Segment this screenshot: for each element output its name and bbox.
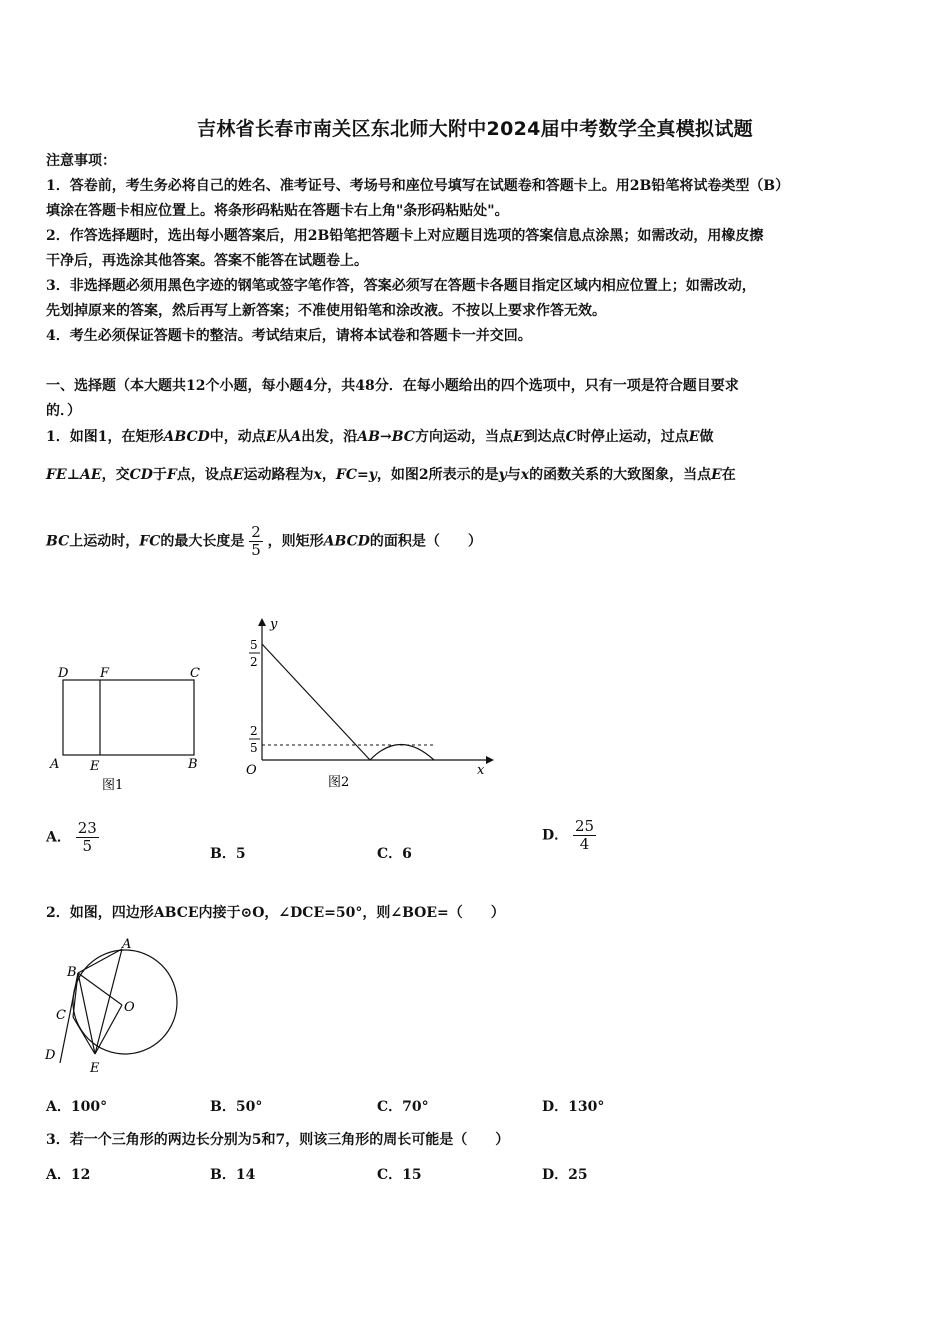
figure-1-rectangle	[44, 658, 214, 798]
notice-line: 3．非选择题必须用黑色字迹的钢笔或签字笔作答，答案必须写在答题卡各题目指定区域内相应位置上；如需改动，	[46, 278, 756, 294]
q3-option-a[interactable]: A．12	[46, 1167, 91, 1183]
q1-option-b[interactable]: B．5	[210, 846, 246, 862]
label-O: O	[124, 1000, 135, 1015]
label-A: A	[122, 937, 132, 952]
notice-line: 1．答卷前，考生务必将自己的姓名、准考证号、考场号和座位号填写在试题卷和答题卡上。用2B铅笔将试卷类型（B）	[46, 178, 790, 194]
origin-label: O	[246, 763, 257, 778]
q1-option-d[interactable]: D． $\frac{25}{4}$	[542, 817, 595, 853]
fraction-two-fifths: $\frac{2}{5}$	[251, 523, 261, 559]
notice-line: 填涂在答题卡相应位置上。将条形码粘贴在答题卡右上角"条形码粘贴处"。	[46, 203, 509, 219]
figure-circle-quadrilateral	[40, 935, 190, 1080]
tick-two-fifths-num: 2	[250, 724, 258, 738]
q2-option-d[interactable]: D．130°	[542, 1099, 605, 1115]
notice-line: 4．考生必须保证答题卡的整洁。考试结束后，请将本试卷和答题卡一并交回。	[46, 328, 532, 344]
tick-two-fifths-den: 5	[250, 741, 258, 755]
q3-option-c[interactable]: C．15	[377, 1167, 422, 1183]
q1-line1: 1．如图1，在矩形ABCD中，动点E从A出发，沿AB→BC方向运动，当点E到达点C时停止运动，过点E做	[46, 429, 714, 445]
q1-option-c[interactable]: C．6	[377, 846, 412, 862]
figure-1-caption: 图1	[102, 778, 124, 793]
figure-2-graph	[240, 614, 500, 794]
q2-option-c[interactable]: C．70°	[377, 1099, 429, 1115]
label-C: C	[56, 1008, 66, 1023]
figure-2-caption: 图2	[328, 775, 350, 790]
label-B: B	[67, 965, 77, 980]
notice-line: 干净后，再选涂其他答案。答案不能答在试题卷上。	[46, 253, 368, 269]
q3-stem: 3．若一个三角形的两边长分别为5和7，则该三角形的周长可能是（ ）	[46, 1132, 510, 1148]
label-C: C	[190, 666, 200, 681]
label-E: E	[90, 1061, 100, 1076]
q1-option-a[interactable]: A． $\frac{23}{5}$	[46, 819, 97, 855]
notice-heading: 注意事项：	[46, 153, 116, 169]
label-D: D	[58, 666, 69, 681]
axis-label-x: x	[477, 763, 485, 778]
tick-five-halves-num: 5	[250, 638, 258, 652]
label-D: D	[45, 1048, 56, 1063]
label-A: A	[50, 757, 60, 772]
q1-line3: BC上运动时，FC的最大长度是 $\frac{2}{5}$ ，则矩形ABCD的面积是（ ）	[46, 523, 482, 559]
q3-option-b[interactable]: B．14	[210, 1167, 256, 1183]
q2-stem: 2．如图，四边形ABCE内接于⊙O，∠DCE=50°，则∠BOE=（ ）	[46, 905, 505, 921]
axis-label-y: y	[270, 617, 278, 632]
q2-option-b[interactable]: B．50°	[210, 1099, 263, 1115]
notice-line: 2．作答选择题时，选出每小题答案后，用2B铅笔把答题卡上对应题目选项的答案信息点涂黑；如需改动，用橡皮擦	[46, 228, 764, 244]
section-heading-cont: 的．）	[46, 403, 81, 419]
q2-option-a[interactable]: A．100°	[46, 1099, 108, 1115]
tick-five-halves-den: 2	[250, 655, 258, 669]
label-F: F	[100, 666, 110, 681]
label-E: E	[90, 759, 100, 774]
notice-line: 先划掉原来的答案，然后再写上新答案；不准使用铅笔和涂改液。不按以上要求作答无效。	[46, 303, 606, 319]
section-heading: 一、选择题（本大题共12个小题，每小题4分，共48分．在每小题给出的四个选项中，只有一项是符合题目要求	[46, 378, 739, 394]
q1-line2: FE⊥AE，交CD于F点，设点E运动路程为x，FC=y，如图2所表示的是y与x的函数关系的大致图象，当点E在	[46, 467, 736, 483]
q3-option-d[interactable]: D．25	[542, 1167, 588, 1183]
label-B: B	[188, 757, 198, 772]
page-title: 吉林省长春市南关区东北师大附中2024届中考数学全真模拟试题	[197, 118, 753, 140]
